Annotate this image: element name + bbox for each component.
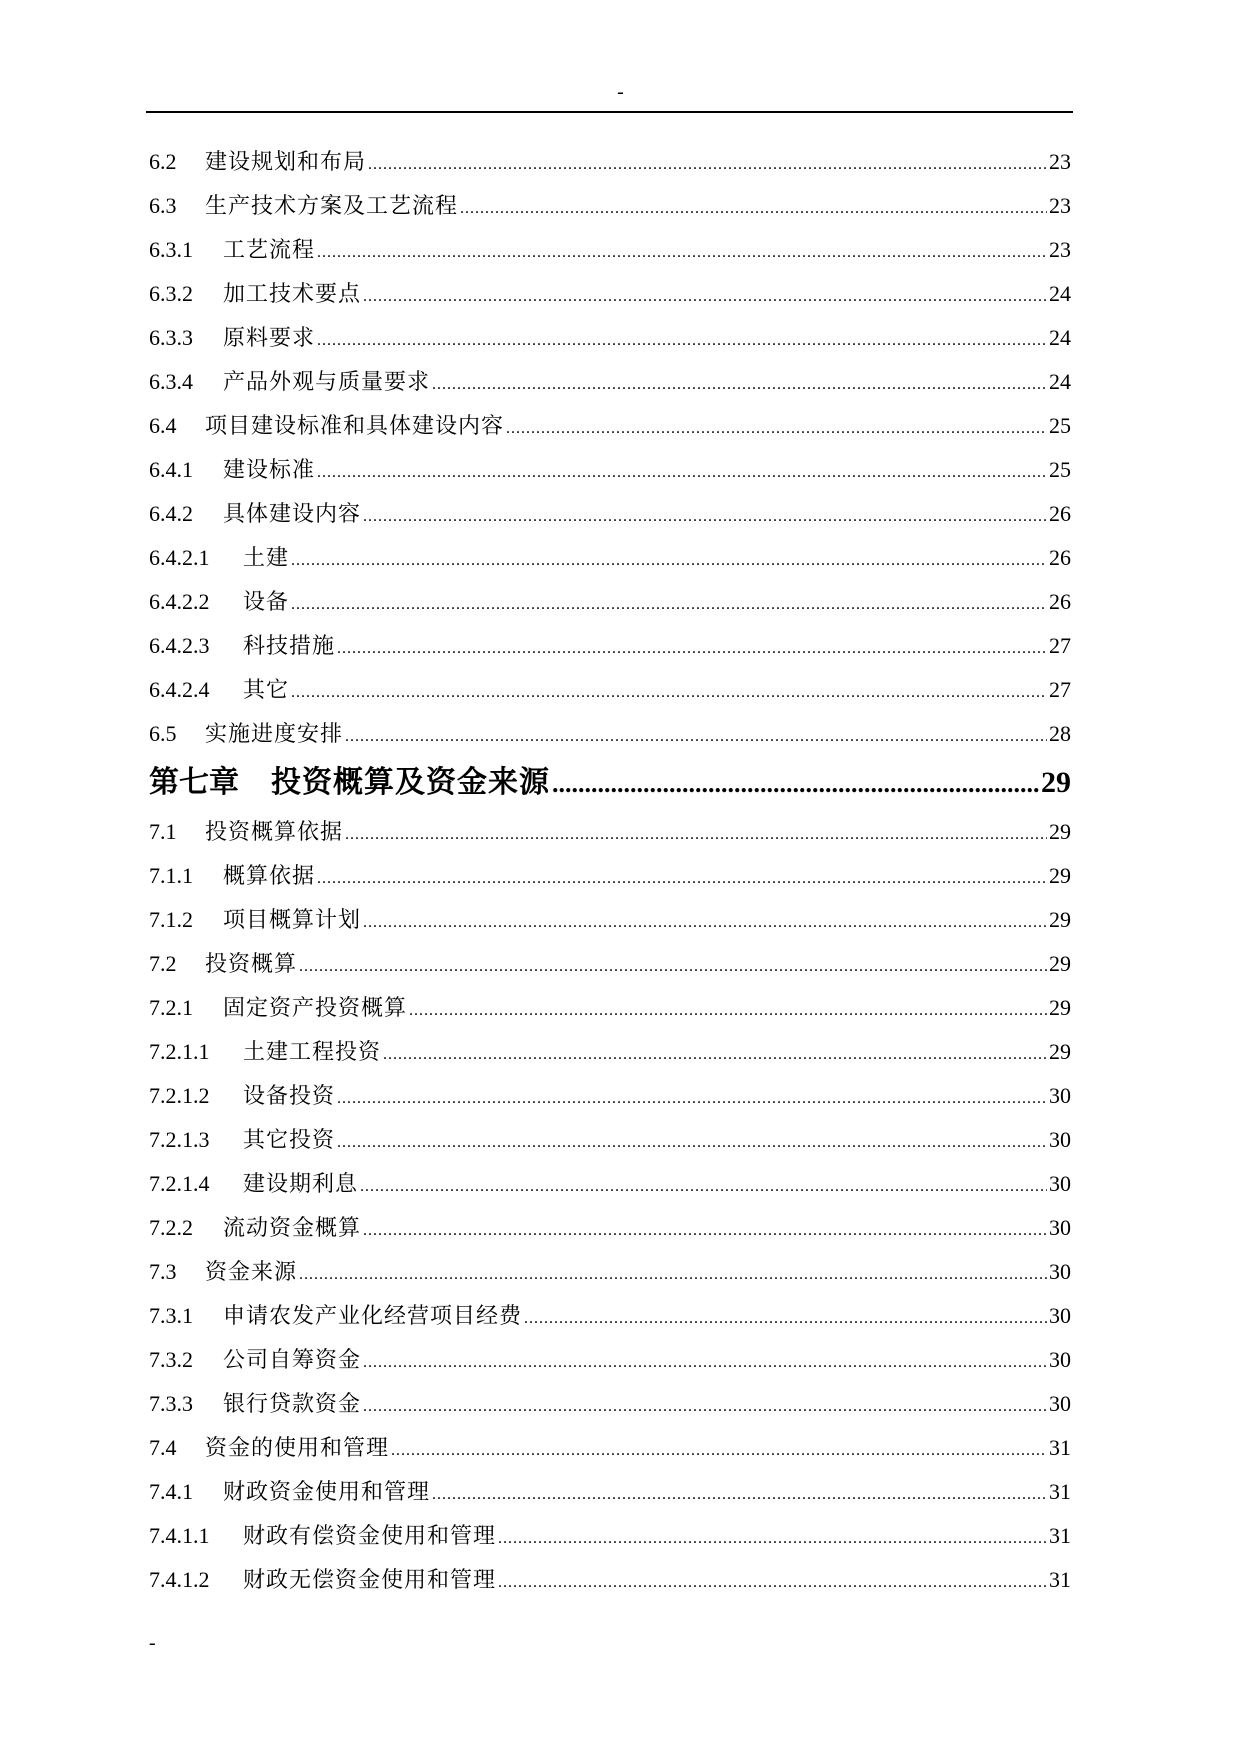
header-rule <box>146 111 1073 113</box>
toc-entry-number: 6.2 <box>149 149 177 174</box>
toc-entry-title: 设备投资 <box>243 1083 336 1108</box>
toc-entry[interactable] <box>149 949 1071 993</box>
toc-entry-title: 项目建设标准和具体建设内容 <box>205 413 505 438</box>
toc-page-number: 31 <box>1049 1567 1071 1592</box>
toc-entry[interactable] <box>149 1521 1071 1565</box>
toc-dot-leader <box>524 1304 1047 1334</box>
toc-dot-leader <box>432 370 1047 400</box>
toc-entry-title: 财政有偿资金使用和管理 <box>243 1523 497 1548</box>
toc-dot-leader <box>337 634 1047 664</box>
toc-entry-number: 7.2 <box>149 951 177 976</box>
toc-entry-number: 6.4.2 <box>149 501 193 526</box>
toc-entry-number: 第七章 <box>149 766 239 799</box>
toc-entry-number: 7.2.2 <box>149 1215 193 1240</box>
toc-dot-leader <box>360 1172 1047 1202</box>
toc-entry-title: 其它投资 <box>243 1127 336 1152</box>
toc-page-number: 25 <box>1049 413 1071 438</box>
toc-entry-number: 6.4.2.1 <box>149 545 210 570</box>
table-of-contents <box>149 147 1071 1609</box>
toc-entry-title: 概算依据 <box>223 863 316 888</box>
toc-entry-number: 7.1 <box>149 819 177 844</box>
toc-entry-number: 7.3 <box>149 1259 177 1284</box>
toc-entry-title: 设备 <box>243 589 290 614</box>
toc-page-number: 24 <box>1049 325 1071 350</box>
toc-page-number: 29 <box>1049 819 1071 844</box>
toc-entry-number: 6.4 <box>149 413 177 438</box>
toc-entry-title: 投资概算及资金来源 <box>271 766 550 799</box>
toc-dot-leader <box>368 150 1047 180</box>
toc-entry-number: 7.1.1 <box>149 863 193 888</box>
toc-page-number: 30 <box>1049 1171 1071 1196</box>
toc-entry-title: 流动资金概算 <box>223 1215 362 1240</box>
toc-dot-leader <box>317 238 1047 268</box>
toc-entry[interactable] <box>149 993 1071 1037</box>
toc-dot-leader <box>383 1040 1047 1070</box>
toc-entry-title: 具体建设内容 <box>223 501 362 526</box>
toc-dot-leader <box>317 864 1047 894</box>
toc-entry-title: 投资概算 <box>205 951 298 976</box>
toc-page-number: 30 <box>1049 1303 1071 1328</box>
toc-entry-number: 6.4.2.4 <box>149 677 210 702</box>
toc-page-number: 30 <box>1049 1391 1071 1416</box>
toc-page-number: 26 <box>1049 501 1071 526</box>
toc-entry[interactable] <box>149 411 1071 455</box>
toc-page-number: 29 <box>1049 863 1071 888</box>
toc-page-number: 30 <box>1049 1259 1071 1284</box>
toc-dot-leader <box>345 722 1047 752</box>
toc-entry-title: 投资概算依据 <box>205 819 344 844</box>
toc-entry-title: 银行贷款资金 <box>223 1391 362 1416</box>
toc-page-number: 29 <box>1049 907 1071 932</box>
toc-entry-title: 建设期利息 <box>243 1171 359 1196</box>
toc-entry-title: 实施进度安排 <box>205 721 344 746</box>
toc-entry[interactable] <box>149 631 1071 675</box>
toc-dot-leader <box>291 678 1047 708</box>
toc-entry-title: 财政无偿资金使用和管理 <box>243 1567 497 1592</box>
toc-dot-leader <box>363 1216 1047 1246</box>
toc-entry-number: 7.4.1 <box>149 1479 193 1504</box>
toc-entry-number: 7.3.2 <box>149 1347 193 1372</box>
toc-dot-leader <box>409 996 1047 1026</box>
toc-entry[interactable] <box>149 279 1071 323</box>
toc-entry[interactable] <box>149 191 1071 235</box>
toc-entry[interactable] <box>149 1565 1071 1609</box>
toc-dot-leader <box>498 1568 1047 1598</box>
toc-entry-title: 财政资金使用和管理 <box>223 1479 431 1504</box>
toc-dot-leader <box>391 1436 1047 1466</box>
toc-entry-number: 6.4.1 <box>149 457 193 482</box>
toc-entry[interactable] <box>149 543 1071 587</box>
toc-dot-leader <box>363 908 1047 938</box>
toc-page-number: 30 <box>1049 1215 1071 1240</box>
toc-page-number: 25 <box>1049 457 1071 482</box>
toc-page-number: 26 <box>1049 589 1071 614</box>
toc-entry-number: 6.3 <box>149 193 177 218</box>
toc-entry[interactable] <box>149 235 1071 279</box>
toc-entry-title: 科技措施 <box>243 633 336 658</box>
toc-dot-leader <box>432 1480 1047 1510</box>
toc-entry-number: 6.4.2.2 <box>149 589 210 614</box>
toc-entry-number: 7.4.1.1 <box>149 1523 210 1548</box>
toc-entry-number: 7.3.1 <box>149 1303 193 1328</box>
toc-dot-leader <box>460 194 1047 224</box>
toc-dot-leader <box>552 766 1039 802</box>
toc-dot-leader <box>363 502 1047 532</box>
toc-entry-title: 建设规划和布局 <box>205 149 367 174</box>
toc-entry-title: 原料要求 <box>223 325 316 350</box>
toc-dot-leader <box>291 590 1047 620</box>
toc-dot-leader <box>498 1524 1047 1554</box>
toc-entry[interactable] <box>149 1037 1071 1081</box>
toc-entry[interactable] <box>149 675 1071 719</box>
toc-page-number: 30 <box>1049 1347 1071 1372</box>
toc-entry-number: 7.3.3 <box>149 1391 193 1416</box>
toc-entry-title: 固定资产投资概算 <box>223 995 408 1020</box>
toc-entry-title: 建设标准 <box>223 457 316 482</box>
toc-entry-title: 项目概算计划 <box>223 907 362 932</box>
toc-page-number: 29 <box>1041 766 1071 799</box>
toc-dot-leader <box>363 282 1047 312</box>
header-mark: - <box>617 81 624 103</box>
toc-page-number: 31 <box>1049 1523 1071 1548</box>
toc-dot-leader <box>317 458 1047 488</box>
toc-entry[interactable] <box>149 1301 1071 1345</box>
toc-dot-leader <box>299 1260 1047 1290</box>
toc-entry-number: 6.3.1 <box>149 237 193 262</box>
toc-page-number: 27 <box>1049 633 1071 658</box>
toc-entry-number: 7.2.1 <box>149 995 193 1020</box>
toc-entry-title: 产品外观与质量要求 <box>223 369 431 394</box>
toc-entry-number: 7.2.1.1 <box>149 1039 210 1064</box>
toc-page-number: 30 <box>1049 1127 1071 1152</box>
toc-entry-number: 6.5 <box>149 721 177 746</box>
toc-entry[interactable] <box>149 587 1071 631</box>
toc-entry[interactable] <box>149 1477 1071 1521</box>
toc-dot-leader <box>337 1084 1047 1114</box>
toc-entry-number: 6.3.4 <box>149 369 193 394</box>
toc-entry[interactable] <box>149 719 1071 763</box>
toc-entry-number: 7.1.2 <box>149 907 193 932</box>
toc-entry[interactable] <box>149 367 1071 411</box>
toc-entry-title: 生产技术方案及工艺流程 <box>205 193 459 218</box>
toc-page-number: 27 <box>1049 677 1071 702</box>
toc-entry-number: 7.4 <box>149 1435 177 1460</box>
toc-dot-leader <box>345 820 1047 850</box>
toc-page-number: 24 <box>1049 281 1071 306</box>
toc-page-number: 26 <box>1049 545 1071 570</box>
toc-page-number: 29 <box>1049 951 1071 976</box>
toc-entry[interactable] <box>149 323 1071 367</box>
toc-entry-number: 6.3.2 <box>149 281 193 306</box>
toc-page-number: 30 <box>1049 1083 1071 1108</box>
toc-entry-number: 7.2.1.2 <box>149 1083 210 1108</box>
toc-entry-number: 6.4.2.3 <box>149 633 210 658</box>
toc-entry-number: 6.3.3 <box>149 325 193 350</box>
footer-mark: - <box>149 1632 156 1654</box>
toc-dot-leader <box>363 1348 1047 1378</box>
toc-entry-title: 土建工程投资 <box>243 1039 382 1064</box>
toc-entry-title: 申请农发产业化经营项目经费 <box>223 1303 523 1328</box>
toc-entry[interactable] <box>149 1433 1071 1477</box>
toc-dot-leader <box>337 1128 1047 1158</box>
toc-page-number: 23 <box>1049 193 1071 218</box>
toc-entry[interactable] <box>149 1345 1071 1389</box>
toc-entry[interactable] <box>149 905 1071 949</box>
toc-page-number: 29 <box>1049 1039 1071 1064</box>
toc-entry[interactable] <box>149 1125 1071 1169</box>
toc-entry-number: 7.4.1.2 <box>149 1567 210 1592</box>
toc-entry[interactable] <box>149 1081 1071 1125</box>
toc-entry-title: 其它 <box>243 677 290 702</box>
toc-entry[interactable] <box>149 817 1071 861</box>
toc-dot-leader <box>317 326 1047 356</box>
toc-entry[interactable] <box>149 1389 1071 1433</box>
toc-entry-title: 资金的使用和管理 <box>205 1435 390 1460</box>
toc-page-number: 24 <box>1049 369 1071 394</box>
toc-entry[interactable] <box>149 861 1071 905</box>
toc-dot-leader <box>291 546 1047 576</box>
toc-entry-title: 资金来源 <box>205 1259 298 1284</box>
toc-entry-title: 公司自筹资金 <box>223 1347 362 1372</box>
toc-entry[interactable] <box>149 1257 1071 1301</box>
toc-entry-title: 加工技术要点 <box>223 281 362 306</box>
toc-chapter-entry[interactable] <box>149 763 1071 817</box>
toc-dot-leader <box>299 952 1047 982</box>
toc-entry-title: 土建 <box>243 545 290 570</box>
toc-entry-number: 7.2.1.3 <box>149 1127 210 1152</box>
toc-page-number: 31 <box>1049 1435 1071 1460</box>
toc-entry[interactable] <box>149 147 1071 191</box>
toc-entry[interactable] <box>149 499 1071 543</box>
toc-entry[interactable] <box>149 1213 1071 1257</box>
toc-dot-leader <box>363 1392 1047 1422</box>
toc-entry-title: 工艺流程 <box>223 237 316 262</box>
toc-dot-leader <box>506 414 1047 444</box>
toc-page-number: 23 <box>1049 237 1071 262</box>
toc-page-number: 31 <box>1049 1479 1071 1504</box>
toc-page-number: 29 <box>1049 995 1071 1020</box>
toc-entry[interactable] <box>149 1169 1071 1213</box>
toc-page-number: 23 <box>1049 149 1071 174</box>
toc-entry[interactable] <box>149 455 1071 499</box>
toc-page-number: 28 <box>1049 721 1071 746</box>
toc-entry-number: 7.2.1.4 <box>149 1171 210 1196</box>
